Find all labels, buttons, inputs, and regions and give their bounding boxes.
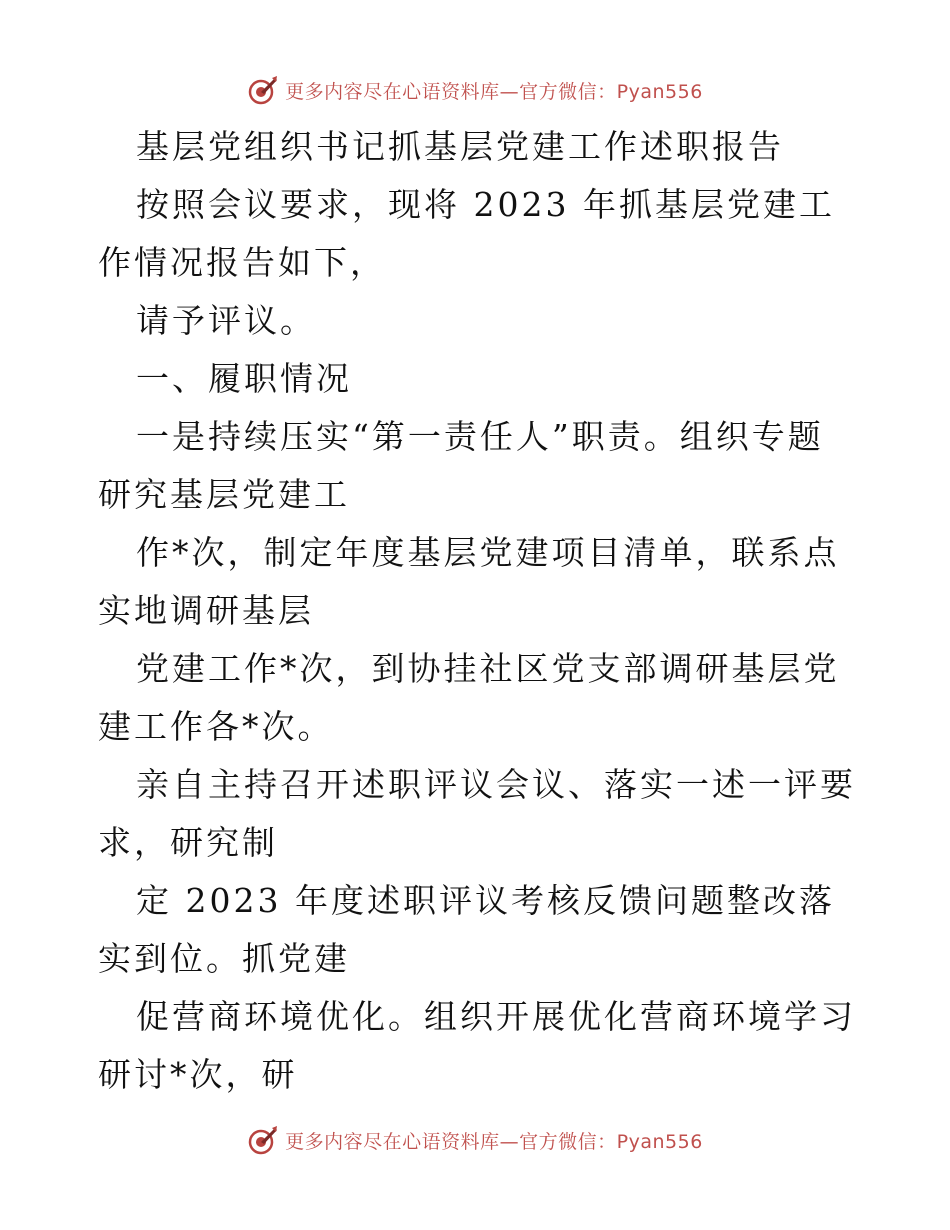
paragraph: 一是持续压实“第一责任人”职责。组织专题研究基层党建工 — [98, 417, 824, 514]
paragraph: 亲自主持召开述职评议会议、落实一述一评要求，研究制 — [98, 765, 856, 862]
pen-nib-logo-icon — [247, 1124, 279, 1156]
document-body — [98, 118, 858, 1104]
section-heading: 一、履职情况 — [136, 359, 352, 398]
document-title: 基层党组织书记抓基层党建工作述职报告 — [136, 127, 784, 166]
header-banner-text: 更多内容尽在心语资料库—官方微信：Pyan556 — [285, 80, 703, 103]
paragraph: 按照会议要求，现将 2023 年抓基层党建工作情况报告如下， — [98, 185, 835, 282]
header-banner — [0, 70, 950, 110]
paragraph: 定 2023 年度述职评议考核反馈问题整改落实到位。抓党建 — [98, 881, 835, 978]
paragraph: 促营商环境优化。组织开展优化营商环境学习研讨*次，研 — [98, 997, 856, 1094]
paragraph: 作*次，制定年度基层党建项目清单，联系点实地调研基层 — [98, 533, 840, 630]
paragraph: 请予评议。 — [136, 301, 316, 340]
paragraph: 党建工作*次，到协挂社区党支部调研基层党建工作各*次。 — [98, 649, 840, 746]
footer-banner-text: 更多内容尽在心语资料库—官方微信：Pyan556 — [285, 1130, 703, 1153]
footer-banner — [0, 1120, 950, 1160]
pen-nib-logo-icon — [247, 74, 279, 106]
